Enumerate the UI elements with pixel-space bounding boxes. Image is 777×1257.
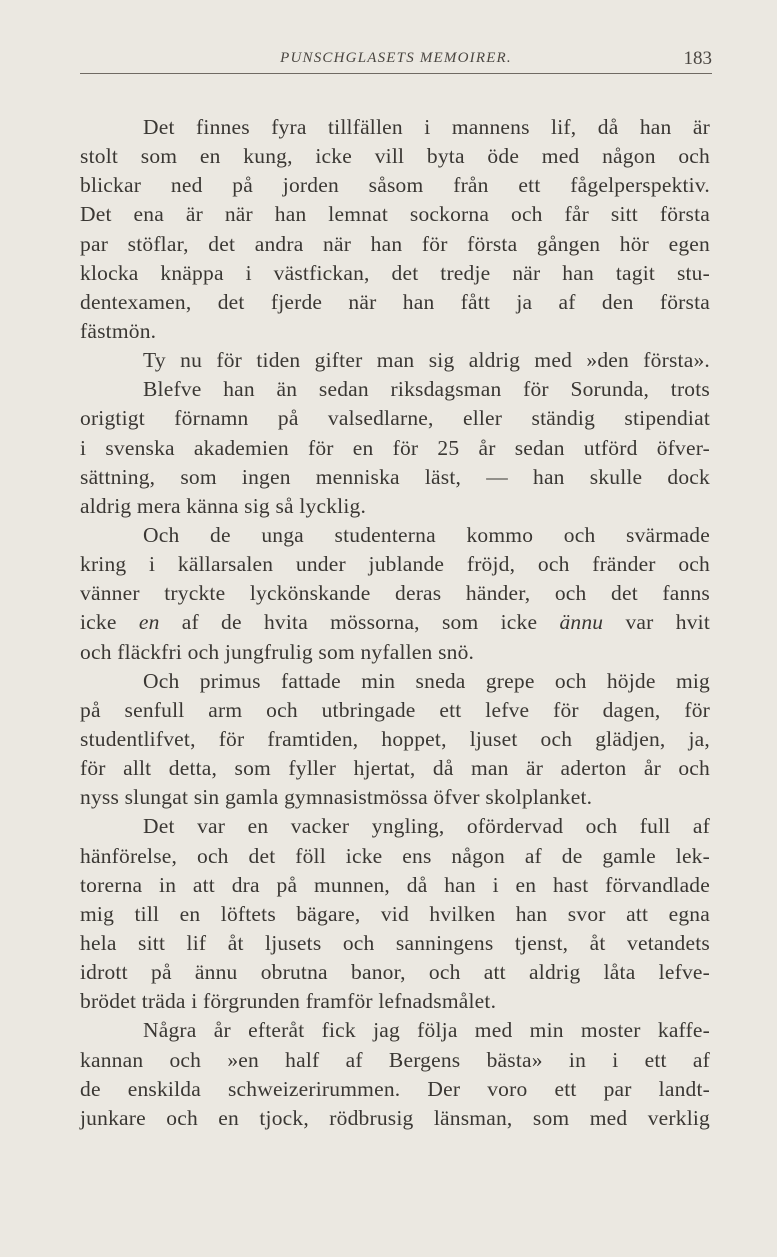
- text-line: Det ena är när han lemnat sockorna och får sitt första: [80, 202, 710, 227]
- text-line: blickar ned på jorden såsom från ett fågelperspektiv.: [80, 173, 710, 198]
- text-line: Några år efteråt fick jag följa med min moster kaffe-: [143, 1018, 710, 1043]
- text-line: Det finnes fyra tillfällen i mannens lif, då han är: [143, 115, 710, 139]
- text-line: mig till en löftets bägare, vid hvilken han svor att egna: [80, 901, 710, 926]
- text-line: aldrig mera känna sig så lycklig.: [80, 493, 367, 518]
- text-fragment: icke: [80, 610, 139, 635]
- text-line: stolt som en kung, icke vill byta öde med någon och: [80, 144, 710, 169]
- text-line: kring i källarsalen under jublande fröjd, och fränder och: [80, 552, 710, 577]
- text-line: Och de unga studenterna kommo och svärmade: [143, 522, 710, 547]
- text-line: [80, 608, 710, 637]
- text-line: Det var en vacker yngling, ofördervad och full af: [143, 814, 710, 839]
- text-line: origtigt förnamn på valsedlarne, eller ständig stipendiat: [80, 406, 710, 431]
- text-fragment: var hvit: [603, 610, 710, 635]
- header-rule: [80, 73, 712, 74]
- emphasized-word: en: [138, 610, 160, 635]
- text-line: junkare och en tjock, rödbrusig länsman, som med verklig: [80, 1105, 710, 1130]
- page-number: 183: [683, 48, 712, 69]
- page-header: [80, 46, 712, 76]
- running-title: PUNSCHGLASETS MEMOIRER.: [280, 50, 512, 66]
- emphasized-word: ännu: [559, 610, 604, 635]
- text-line: Och primus fattade min sneda grepe och höjde mig: [143, 668, 710, 693]
- text-line: par stöflar, det andra när han för första gången hör egen: [80, 231, 710, 256]
- text-line: och fläckfri och jungfrulig som nyfallen snö.: [80, 639, 475, 664]
- text-line: i svenska akademien för en för 25 år sedan utförd öfver-: [80, 435, 710, 460]
- text-line: torerna in att dra på munnen, då han i en hast förvandlade: [80, 872, 710, 897]
- body-text: [80, 113, 710, 1133]
- text-line: de enskilda schweizerirummen. Der voro ett par landt-: [80, 1076, 710, 1101]
- text-line: sättning, som ingen menniska läst, — han skulle dock: [80, 464, 710, 489]
- text-line: hela sitt lif åt ljusets och sanningens tjenst, åt vetandets: [80, 930, 710, 955]
- text-line: studentlifvet, för framtiden, hoppet, ljuset och glädjen, ja,: [80, 726, 710, 751]
- text-line: för allt detta, som fyller hjertat, då man är aderton år och: [80, 756, 710, 781]
- text-fragment: af de hvita mössorna, som icke: [159, 610, 560, 635]
- text-line: Blefve han än sedan riksdagsman för Sorunda, trots: [143, 377, 710, 402]
- text-line: brödet träda i förgrunden framför lefnadsmålet.: [80, 989, 497, 1014]
- text-line: idrott på ännu obrutna banor, och att aldrig låta lefve-: [80, 960, 710, 985]
- text-line: Ty nu för tiden gifter man sig aldrig med »den första».: [143, 348, 710, 373]
- text-line: klocka knäppa i västfickan, det tredje när han tagit stu-: [80, 260, 710, 285]
- text-line: hänförelse, och det föll icke ens någon af de gamle lek-: [80, 843, 710, 868]
- text-line: dentexamen, det fjerde när han fått ja af den första: [80, 289, 710, 314]
- text-line: nyss slungat sin gamla gymnasistmössa öfver skolplanket.: [80, 785, 593, 810]
- text-line: vänner tryckte lyckönskande deras händer, och det fanns: [80, 581, 710, 606]
- text-line: kannan och »en half af Bergens bästa» in i ett af: [80, 1047, 710, 1072]
- text-line: på senfull arm och utbringade ett lefve för dagen, för: [80, 697, 710, 722]
- text-line: fästmön.: [80, 318, 157, 343]
